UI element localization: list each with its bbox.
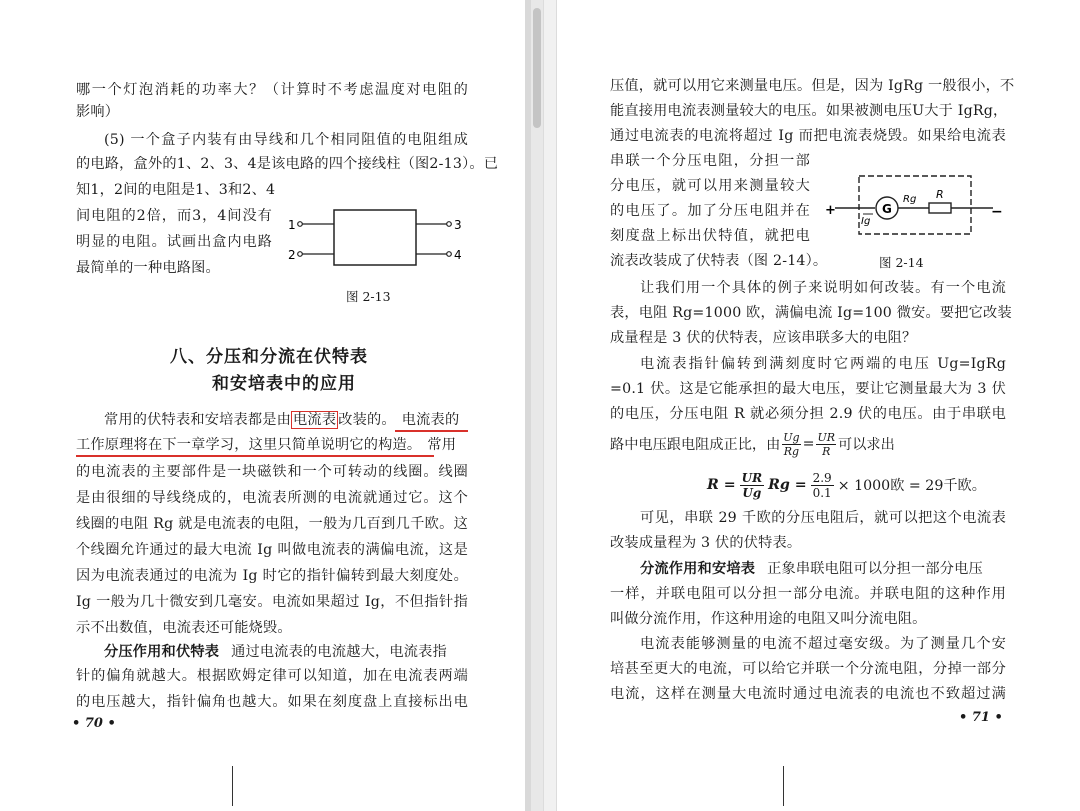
text-line: 哪一个灯泡消耗的功率大？（计算时不考虑温度对电阻的 <box>76 82 468 98</box>
text-line: 压值，就可以用它来测量电压。但是，因为 IgRg 一般很小，不 <box>610 78 1015 94</box>
text-line: 线圈的电阻 Rg 就是电流表的电阻，一般为几百到几千欧。这 <box>76 516 468 532</box>
section-heading: 八、分压和分流在伏特表 <box>170 347 368 367</box>
figure-caption: 图 2-14 <box>879 255 924 270</box>
text-line: 的电路，盒外的1、2、3、4是该电路的四个接线柱（图2-13）。已 <box>76 156 499 172</box>
page-number: • 70 • <box>72 716 116 731</box>
text-line: 叫做分流作用，作这种用途的电阻又叫分流电阻。 <box>610 611 927 627</box>
denominator: 0.1 <box>812 485 832 500</box>
text-line: 知1，2间的电阻是1、3和2、4 <box>76 182 276 198</box>
fraction <box>740 471 764 500</box>
numerator: Ug <box>783 430 800 444</box>
text-line: 改装成量程为 3 伏的伏特表。 <box>610 535 802 551</box>
text-line: 流表改装成了伏特表（图 2-14）。 <box>610 253 828 269</box>
formula-part: R = <box>707 477 736 493</box>
denominator: Ug <box>742 485 762 500</box>
ig-label: Ig <box>861 216 871 227</box>
text-line: 的电压了。加了分压电阻并在 <box>610 203 810 219</box>
numerator: UR <box>817 430 836 444</box>
text-line: 间电阻的2倍，而3，4间没有 <box>76 208 272 224</box>
figure-caption: 图 2-13 <box>346 289 391 304</box>
text-line: 的电压，分压电阻 R 就必须分担 2.9 伏的电压。由于串联电 <box>610 406 1006 422</box>
text-line: 最简单的一种电路图。 <box>76 260 220 276</box>
right-page <box>557 0 1080 811</box>
red-underline <box>395 430 468 432</box>
terminal-label: 3 <box>454 218 462 232</box>
text-line: 个线圈允许通过的最大电流 Ig 叫做电流表的满偏电流，这是 <box>76 542 468 558</box>
text-line: 的电压越大，指针偏角也越大。如果在刻度盘上直接标出电 <box>76 694 468 710</box>
text-span: 可以求出 <box>838 437 895 453</box>
text-line: 表，电阻 Rg=1000 欧，满偏电流 Ig=100 微安。要把它改装 <box>610 305 1012 321</box>
left-page <box>0 0 525 811</box>
figure-2-14-diagram <box>823 170 1003 242</box>
text-line: Ig 一般为几十微安到几毫安。电流如果超过 Ig，不但指针指 <box>76 594 468 610</box>
text-span: 正象串联电阻可以分担一部分电压 <box>767 561 983 577</box>
r-label: R <box>936 188 944 201</box>
text-line: 成量程是 3 伏的伏特表，应该串联多大的电阻？ <box>610 330 917 346</box>
text-line: 培甚至更大的电流，可以给它并联一个分流电阻，分掉一部分 <box>610 661 1006 677</box>
fraction <box>782 431 800 458</box>
text-line: 分电压，就可以用来测量较大 <box>610 178 810 194</box>
formula-part: × 1000欧 = 29千欧。 <box>837 478 986 494</box>
text-line <box>76 435 468 455</box>
highlight-box: 电流表 <box>293 412 337 428</box>
text-line: 电流表能够测量的电流不超过毫安级。为了测量几个安 <box>640 636 1006 652</box>
terminal-label: 1 <box>288 218 296 232</box>
run-in-title: 分压作用和伏特表 <box>104 644 220 660</box>
text-line: 可见，串联 29 千欧的分压电阻后，就可以把这个电流表 <box>640 510 1006 526</box>
text-span: 电流表的 <box>401 412 460 428</box>
text-line: 影响） <box>76 104 120 120</box>
text-line: 的电流表的主要部件是一块磁铁和一个可转动的线圈。线圈 <box>76 464 468 480</box>
text-line: 一样，并联电阻可以分担一部分电流。并联电阻的这种作用 <box>610 586 1006 602</box>
fraction <box>811 471 834 500</box>
formula-part: Rg = <box>768 477 807 493</box>
text-line: 明显的电阻。试画出盒内电路 <box>76 234 272 250</box>
text-span: 常用的伏特表和安培表都是由 <box>104 412 292 428</box>
text-line: 因为电流表通过的电流为 Ig 时它的指针偏转到最大刻度处。 <box>76 568 468 584</box>
text-line: (5) 一个盒子内装有由导线和几个相同阻值的电阻组成 <box>104 132 468 148</box>
red-underline <box>76 455 434 457</box>
text-line: =0.1 伏。这是它能承担的最大电压，要让它测量最大为 3 伏 <box>610 381 1006 397</box>
text-line <box>104 410 468 430</box>
text-line: 让我们用一个具体的例子来说明如何改装。有一个电流 <box>640 280 1006 296</box>
text-line: 示不出数值，电流表还可能烧毁。 <box>76 620 292 636</box>
page-edge-mark <box>232 766 233 806</box>
page-edge-mark <box>783 766 784 806</box>
text-line: 电流表指针偏转到满刻度时它两端的电压 Ug=IgRg <box>640 356 1006 372</box>
page-number: • 71 • <box>959 710 1003 725</box>
text-span: 通过电流表的电流越大，电流表指 <box>231 644 447 660</box>
text-line <box>104 642 468 662</box>
terminal-label: 4 <box>454 248 462 262</box>
text-line: 针的偏角就越大。根据欧姆定律可以知道，加在电流表两端 <box>76 668 468 684</box>
figure-2-13-diagram <box>282 198 472 278</box>
text-line <box>640 559 1006 579</box>
numerator: 2.9 <box>812 470 832 485</box>
ratio-line: 路中电压跟电阻成正比，由 $\frac{Ug}{Rg}$ = $\frac{UR}{R}$ 可以求出 <box>610 430 895 458</box>
denominator: R <box>822 444 831 458</box>
plus-label: + <box>825 203 836 218</box>
terminal-label: 2 <box>288 248 296 262</box>
text-line: 能直接用电流表测量较大的电压。如果被测电压U大于 IgRg， <box>610 103 1008 119</box>
scrollbar-thumb[interactable] <box>533 8 541 128</box>
rg-label: Rg <box>903 194 917 205</box>
minus-label: − <box>991 204 1003 220</box>
text-span: 工作原理将在下一章学习，这里只简单说明它的构造。 <box>76 437 422 453</box>
text-span: 改装的。 <box>338 412 396 428</box>
formula <box>707 466 986 504</box>
run-in-title: 分流作用和安培表 <box>640 561 756 577</box>
numerator: UR <box>741 470 763 485</box>
text-line: 电流，这样在测量大电流时通过电流表的电流也不致超过满 <box>610 686 1006 702</box>
text-span: 路中电压跟电阻成正比，由 <box>610 437 781 453</box>
text-line: 通过电流表的电流将超过 Ig 而把电流表烧毁。如果给电流表 <box>610 128 1006 144</box>
text-line: 串联一个分压电阻，分担一部 <box>610 153 810 169</box>
text-line: 刻度盘上标出伏特值，就把电 <box>610 228 810 244</box>
text-span: 常用 <box>427 437 457 453</box>
galvanometer-label: G <box>882 202 892 216</box>
denominator: Rg <box>783 444 800 458</box>
page-divider <box>543 0 557 811</box>
fraction <box>816 431 836 458</box>
section-heading: 和安培表中的应用 <box>212 374 356 394</box>
text-line: 是由很细的导线绕成的，电流表所测的电流就通过它。这个 <box>76 490 468 506</box>
scrollbar[interactable] <box>531 0 543 811</box>
